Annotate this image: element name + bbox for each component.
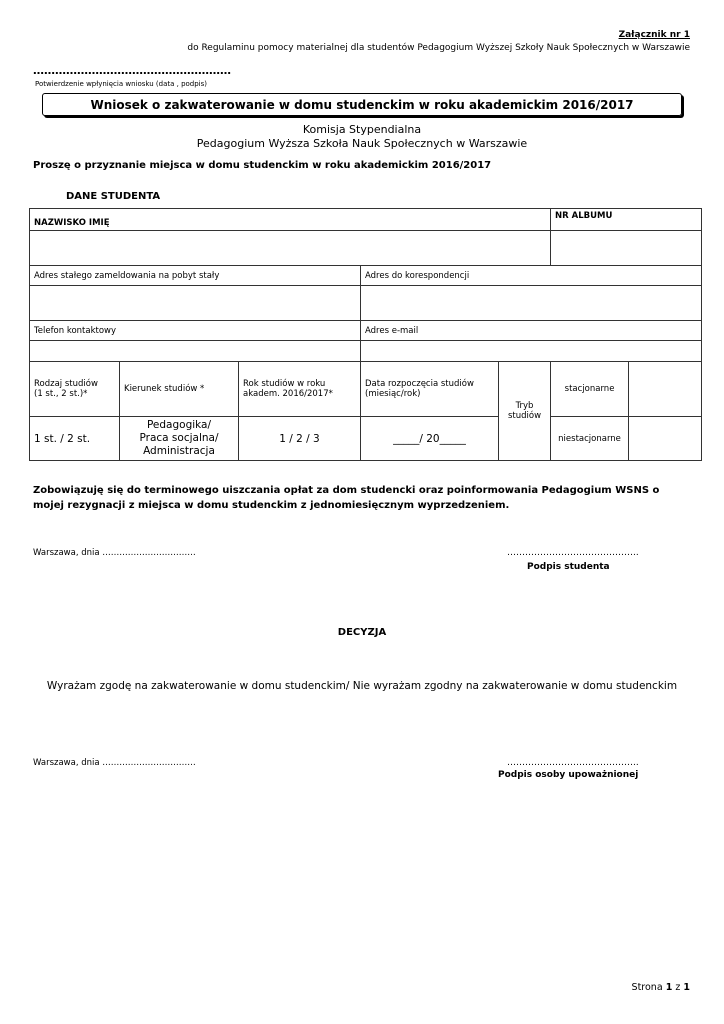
mode-label-line-1: Tryb [515,401,534,411]
start-date-label-line-1: Data rozpoczęcia studiów [365,379,474,389]
mode-fulltime-label: stacjonarne [551,362,629,417]
section-title: DANE STUDENTA [66,191,161,202]
authorized-place-date: Warszawa, dnia …………………………… [33,758,196,768]
phone-field[interactable] [30,341,361,362]
year-label-line-2: akadem. 2016/2017* [243,389,333,399]
direction-value-line-1: Pedagogika/ [146,419,212,431]
page-total: 1 [683,982,690,993]
decision-text: Wyrażam zgodę na zakwaterowanie w domu studenckim/ Nie wyrażam zgodny na zakwaterowanie w domu studenckim [46,680,678,692]
mode-label [499,362,551,461]
student-place-date: Warszawa, dnia …………………………… [33,548,196,558]
page-of: z [675,982,681,993]
direction-value[interactable] [120,417,239,461]
email-field[interactable] [361,341,702,362]
authorized-signature-line: …………………………………….. [507,758,639,768]
student-signature-label: Podpis studenta [527,562,610,572]
start-date-label [361,362,499,417]
confirmation-dots: ……………………………………………… [33,64,231,77]
year-value[interactable]: 1 / 2 / 3 [239,417,361,461]
permanent-address-label: Adres stałego zameldowania na pobyt stały [30,266,361,286]
album-field[interactable] [551,231,702,266]
year-label-line-1: Rok studiów w roku [243,379,326,389]
addressee-block [0,123,724,151]
authorized-signature-label: Podpis osoby upoważnionej [498,770,639,780]
email-label: Adres e-mail [361,321,702,341]
direction-value-line-3: Administracja [143,445,215,457]
document-title [42,93,682,116]
addressee-line-1: Komisja Stypendialna [302,123,422,136]
start-date-label-line-2: (miesiąc/rok) [365,389,421,399]
mode-label-line-2: studiów [507,411,542,421]
page-current: 1 [665,982,673,993]
start-date-value[interactable]: _____/ 20_____ [361,417,499,461]
request-text: Proszę o przyznanie miejsca w domu studenckim w roku akademickim 2016/2017 [33,160,492,171]
name-label: NAZWISKO IMIĘ [30,209,551,231]
year-label [239,362,361,417]
document-title-text: Wniosek o zakwaterowanie w domu studenckim w roku akademickim 2016/2017 [90,97,634,112]
confirmation-label: Potwierdzenie wpłynięcia wniosku (data , podpis) [35,80,208,88]
study-type-label [30,362,120,417]
mode-parttime-label: niestacjonarne [551,417,629,461]
addressee-line-2: Pedagogium Wyższa Szkoła Nauk Społecznych w Warszawie [196,137,528,150]
study-type-label-line-2: (1 st., 2 st.)* [34,389,88,399]
album-label: NR ALBUMU [551,209,702,231]
correspondence-address-label: Adres do korespondencji [361,266,702,286]
mode-parttime-checkbox[interactable] [629,417,702,461]
attachment-label: Załącznik nr 1 [618,30,690,40]
direction-value-line-2: Praca socjalna/ [139,432,219,444]
correspondence-address-field[interactable] [361,286,702,321]
page-number [632,982,690,993]
study-type-value[interactable]: 1 st. / 2 st. [30,417,120,461]
regulation-reference: do Regulaminu pomocy materialnej dla studentów Pedagogium Wyższej Szkoły Nauk Społecznych w Warszawie [187,43,690,53]
mode-fulltime-checkbox[interactable] [629,362,702,417]
decision-title: DECYZJA [337,627,387,638]
study-type-label-line-1: Rodzaj studiów [34,379,98,389]
commitment-text: Zobowiązuję się do terminowego uiszczania opłat za dom studencki oraz poinformowania Pedagogium WSNS o mojej rezygnacji z miejsca w domu studenckim z jednomiesięcznym wyprzedzeniem. [33,485,660,511]
direction-label: Kierunek studiów * [120,362,239,417]
name-field[interactable] [30,231,551,266]
student-signature-line: …………………………………….. [507,548,639,558]
permanent-address-field[interactable] [30,286,361,321]
student-data-table [29,208,702,461]
phone-label: Telefon kontaktowy [30,321,361,341]
page-word: Strona [631,982,663,993]
